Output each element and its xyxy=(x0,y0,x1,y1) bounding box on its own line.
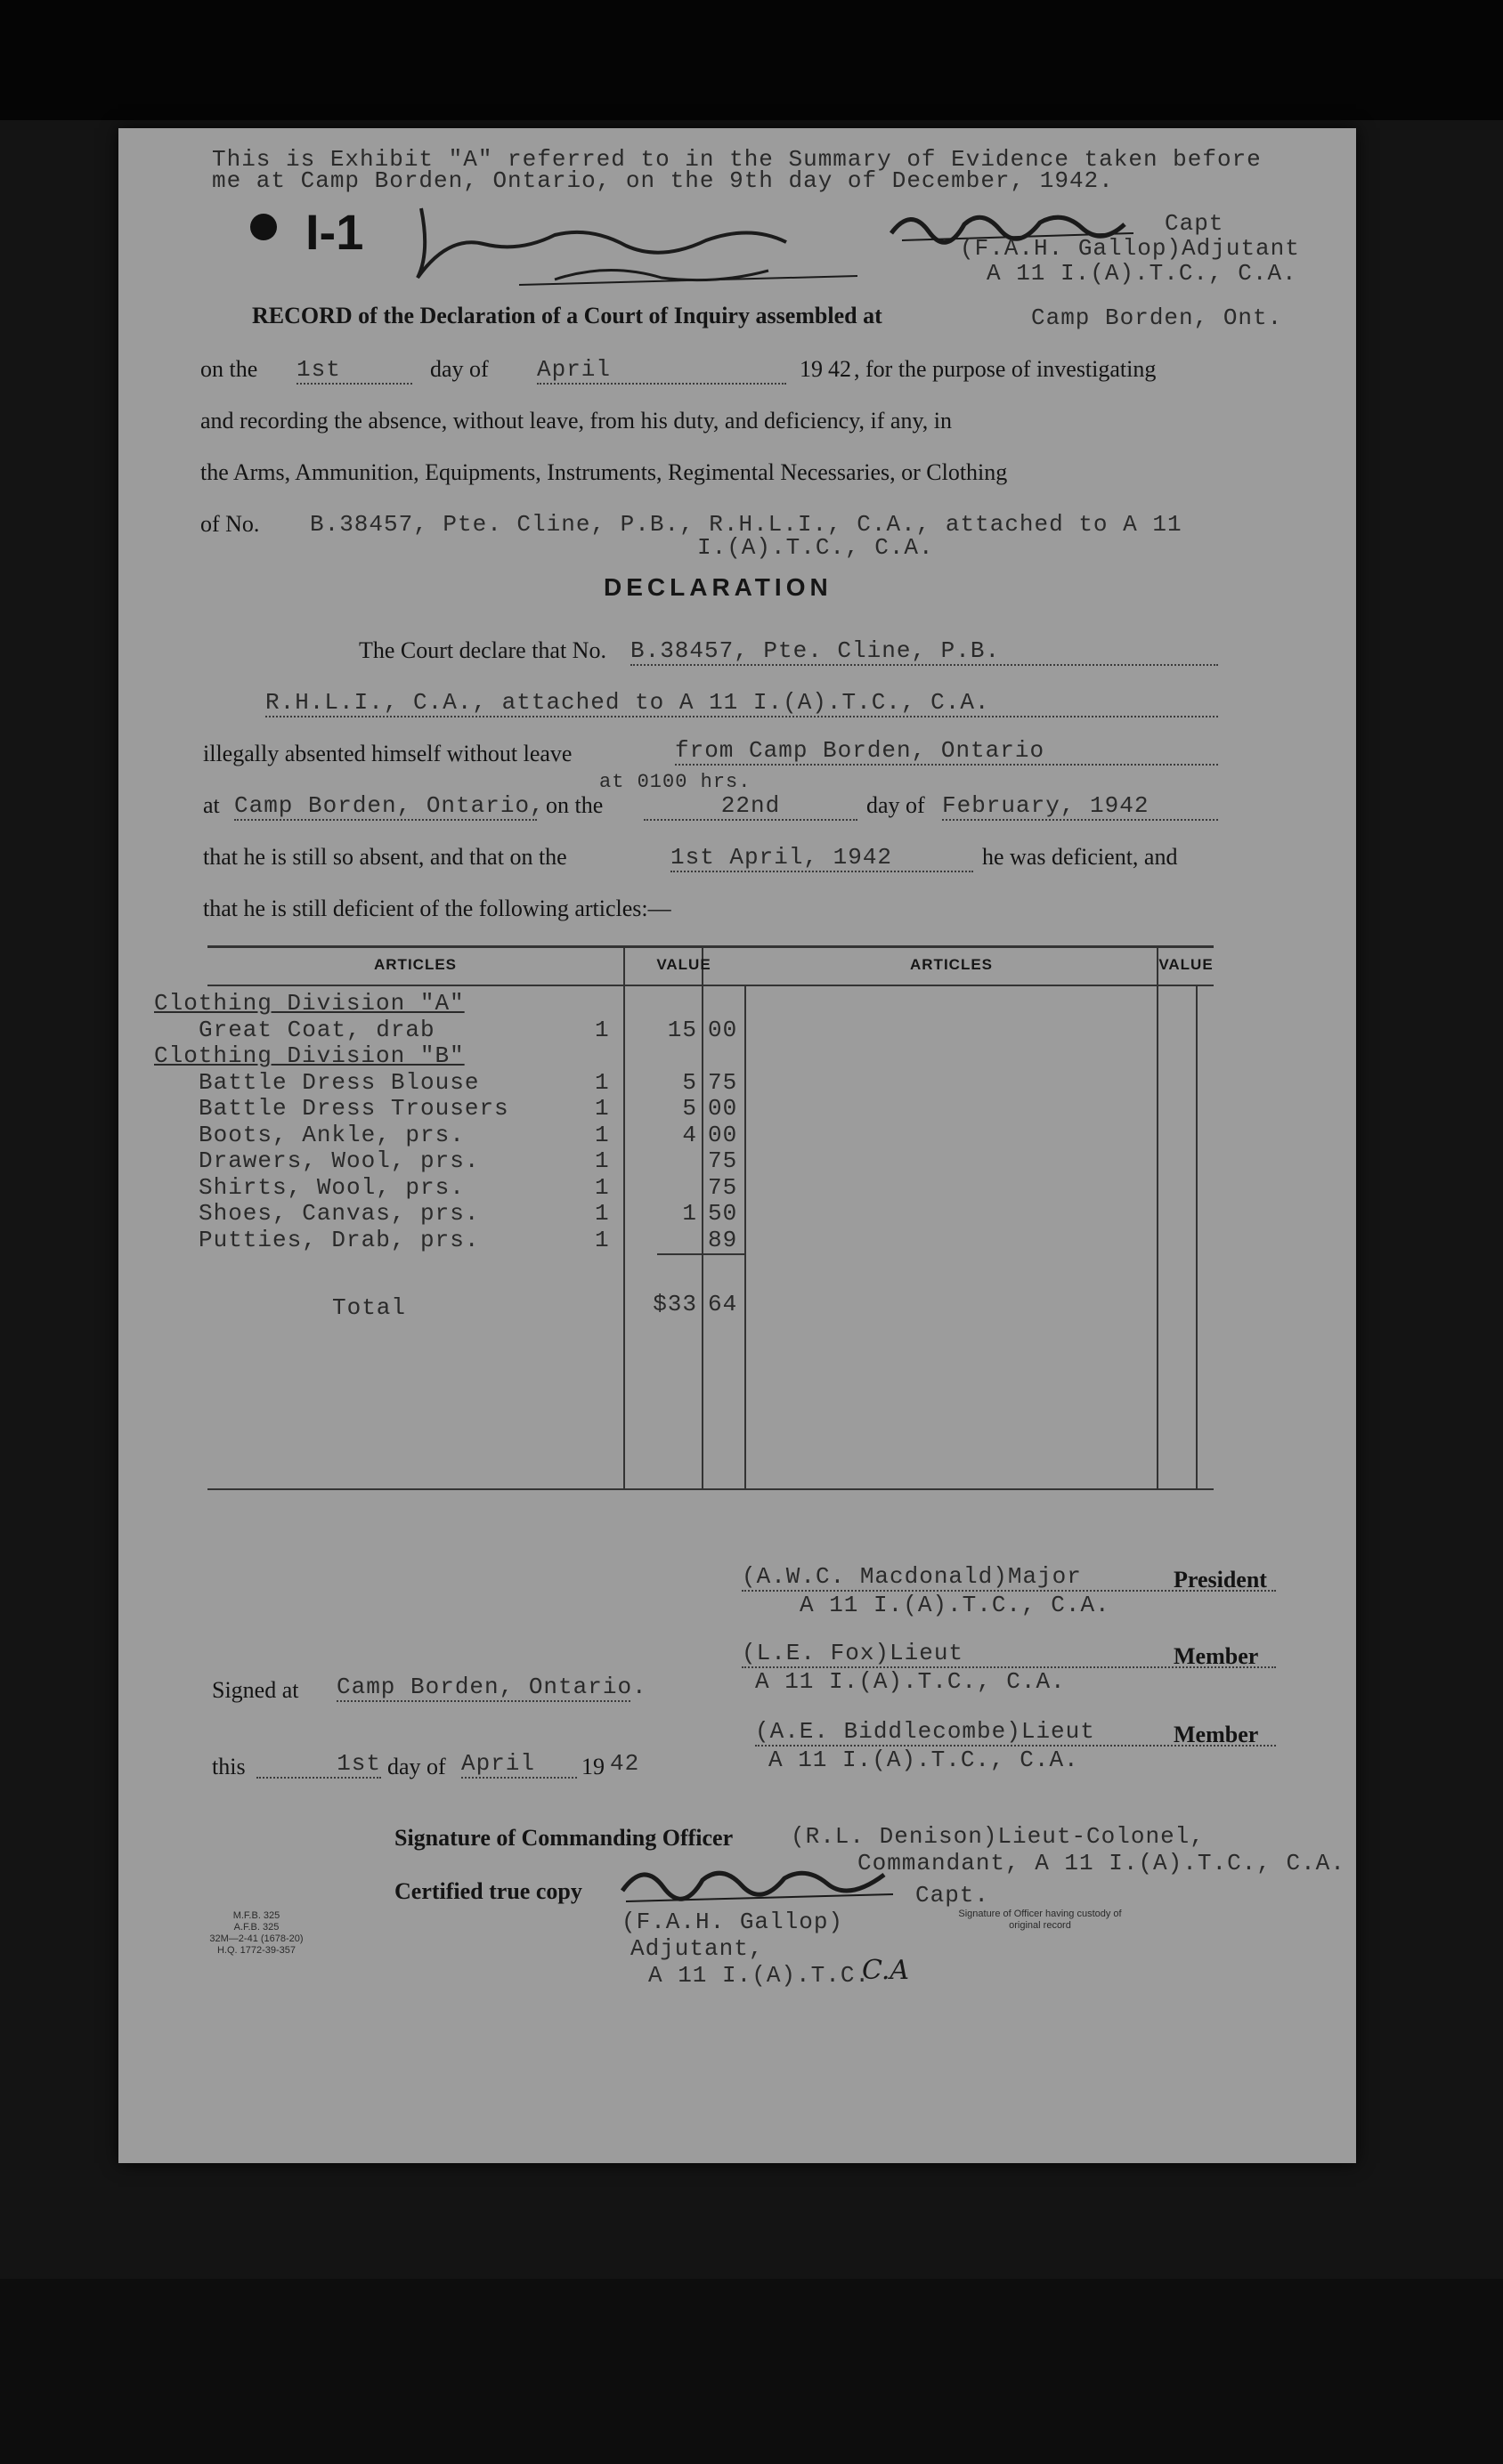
article-dollars: 15 xyxy=(667,1017,697,1043)
declaration-title: DECLARATION xyxy=(604,573,833,601)
articles-header-left: ARTICLES xyxy=(374,956,457,973)
articles-table xyxy=(154,945,1214,1490)
certifier-capt: Capt. xyxy=(915,1882,990,1909)
record-line-3: and recording the absence, without leave, from his duty, and deficiency, if any, in xyxy=(200,408,952,434)
division-heading: Clothing Division "B" xyxy=(154,1042,465,1069)
declaration-from-place: from Camp Borden, Ontario xyxy=(675,737,1218,766)
article-cents: 00 xyxy=(708,1095,738,1122)
certifier-signature-icon xyxy=(617,1855,911,1909)
division-heading: Clothing Division "A" xyxy=(154,990,465,1017)
article-dollars: 5 xyxy=(682,1069,697,1096)
record-location: Camp Borden, Ont. xyxy=(1031,304,1283,331)
article-dollars: 4 xyxy=(682,1122,697,1148)
article-qty: 1 xyxy=(595,1069,610,1096)
record-year-suffix: 42 xyxy=(828,356,851,382)
value-header-right: VALUE xyxy=(1158,956,1214,973)
declaration-was-deficient: he was deficient, and xyxy=(982,844,1178,870)
article-label: Shoes, Canvas, prs. xyxy=(199,1200,480,1227)
record-day-value: 1st xyxy=(297,356,412,385)
article-qty: 1 xyxy=(595,1017,610,1043)
exhibit-rank: Capt xyxy=(1165,210,1224,237)
declaration-soldier-b: R.H.L.I., C.A., attached to A 11 I.(A).T.C., C.A. xyxy=(265,689,1218,717)
president-name: (A.W.C. Macdonald)Major xyxy=(742,1563,1276,1592)
total-cents: 64 xyxy=(708,1291,738,1317)
custody-note-line-2: original record xyxy=(1009,1920,1071,1931)
declaration-date-day: 22nd xyxy=(644,792,857,821)
scan-dark-margin xyxy=(0,0,1503,120)
form-code-2: A.F.B. 325 xyxy=(233,1922,280,1933)
form-code-4: H.Q. 1772-39-357 xyxy=(216,1945,297,1956)
exhibit-line-2: me at Camp Borden, Ontario, on the 9th day of December, 1942. xyxy=(212,167,1114,194)
declaration-deficient-date: 1st April, 1942 xyxy=(670,844,973,872)
total-dollars: $33 xyxy=(653,1291,697,1317)
article-cents: 75 xyxy=(708,1174,738,1201)
this-month: April xyxy=(461,1750,577,1779)
president-role: President xyxy=(1174,1567,1267,1593)
exhibit-unit: A 11 I.(A).T.C., C.A. xyxy=(987,260,1297,287)
signed-place: Camp Borden, Ontario. xyxy=(337,1674,647,1700)
this-year-prefix: 19 xyxy=(581,1754,605,1779)
declaration-at-place: Camp Borden, Ontario, xyxy=(234,792,545,819)
article-label: Great Coat, drab xyxy=(199,1017,435,1043)
article-cents: 75 xyxy=(708,1069,738,1096)
record-day-of: day of xyxy=(430,356,489,382)
article-qty: 1 xyxy=(595,1122,610,1148)
member2-role: Member xyxy=(1174,1722,1259,1747)
declaration-date-month-year: February, 1942 xyxy=(942,792,1218,821)
article-label: Battle Dress Blouse xyxy=(199,1069,480,1096)
co-label: Signature of Commanding Officer xyxy=(394,1825,734,1851)
record-soldier-line-1: B.38457, Pte. Cline, P.B., R.H.L.I., C.A., attached to A 11 xyxy=(310,511,1182,538)
member1-unit: A 11 I.(A).T.C., C.A. xyxy=(755,1668,1066,1695)
record-on-the: on the xyxy=(200,356,258,382)
record-purpose: , for the purpose of investigating xyxy=(854,356,1157,382)
exhibit-line-1: This is Exhibit "A" referred to in the Summary of Evidence taken before xyxy=(212,146,1262,173)
article-label: Boots, Ankle, prs. xyxy=(199,1122,465,1148)
declaration-at: at xyxy=(203,792,220,818)
document-page xyxy=(118,128,1356,2163)
record-year-prefix: 19 xyxy=(800,356,823,382)
member2-unit: A 11 I.(A).T.C., C.A. xyxy=(768,1747,1079,1773)
article-qty: 1 xyxy=(595,1227,610,1253)
custody-note-line-1: Signature of Officer having custody of xyxy=(958,1909,1122,1919)
member2-name: (A.E. Biddlecombe)Lieut xyxy=(755,1718,1276,1747)
declaration-time: at 0100 hrs. xyxy=(599,771,752,793)
exhibit-name-title: (F.A.H. Gallop)Adjutant xyxy=(960,235,1300,262)
declaration-court-declare: The Court declare that No. xyxy=(359,637,606,663)
article-label: Battle Dress Trousers xyxy=(199,1095,509,1122)
declaration-soldier-a: B.38457, Pte. Cline, P.B. xyxy=(630,637,1218,666)
sum-rule xyxy=(657,1253,746,1255)
total-label: Total xyxy=(332,1294,407,1321)
co-title: Commandant, A 11 I.(A).T.C., C.A. xyxy=(857,1850,1345,1876)
record-line-1: RECORD of the Declaration of a Court of Inquiry assembled at xyxy=(252,303,882,328)
declaration-still-absent: that he is still so absent, and that on the xyxy=(203,844,567,870)
this-day: 1st xyxy=(256,1750,381,1779)
custody-note xyxy=(938,1909,1142,1932)
record-of-no: of No. xyxy=(200,511,260,537)
gallop-ca-handwritten: C.A xyxy=(862,1955,910,1986)
article-label: Drawers, Wool, prs. xyxy=(199,1147,480,1174)
this-year-suffix: 42 xyxy=(610,1750,640,1777)
article-cents: 50 xyxy=(708,1200,738,1227)
article-qty: 1 xyxy=(595,1095,610,1122)
article-label: Shirts, Wool, prs. xyxy=(199,1174,465,1201)
article-cents: 75 xyxy=(708,1147,738,1174)
declaration-still-deficient: that he is still deficient of the following articles:— xyxy=(203,896,671,921)
declaration-illegally: illegally absented himself without leave xyxy=(203,741,573,766)
co-name: (R.L. Denison)Lieut-Colonel, xyxy=(791,1823,1205,1850)
article-cents: 89 xyxy=(708,1227,738,1253)
this-day-of: day of xyxy=(387,1754,446,1779)
signed-at-label: Signed at xyxy=(212,1677,299,1703)
certified-label: Certified true copy xyxy=(394,1878,582,1904)
gallop-title: Adjutant, xyxy=(630,1935,764,1962)
declaration-day-of: day of xyxy=(866,792,925,818)
gallop-unit: A 11 I.(A).T.C. xyxy=(648,1962,871,1989)
article-qty: 1 xyxy=(595,1147,610,1174)
form-code-3: 32M—2-41 (1678-20) xyxy=(209,1933,304,1944)
form-codes xyxy=(207,1910,305,1957)
article-cents: 00 xyxy=(708,1017,738,1043)
article-qty: 1 xyxy=(595,1174,610,1201)
article-label: Putties, Drab, prs. xyxy=(199,1227,480,1253)
declaration-on-the: on the xyxy=(546,792,604,818)
member1-role: Member xyxy=(1174,1643,1259,1669)
record-month: April xyxy=(537,356,786,385)
member1-name: (L.E. Fox)Lieut xyxy=(742,1640,1276,1668)
article-dollars: 5 xyxy=(682,1095,697,1122)
record-soldier-line-2: I.(A).T.C., C.A. xyxy=(697,534,934,561)
form-code-1: M.F.B. 325 xyxy=(232,1910,280,1921)
article-cents: 00 xyxy=(708,1122,738,1148)
scan-dark-bottom xyxy=(0,2279,1503,2464)
article-dollars: 1 xyxy=(682,1200,697,1227)
handwritten-president-signature-icon xyxy=(412,199,911,288)
punch-hole-icon xyxy=(250,214,277,240)
article-qty: 1 xyxy=(595,1200,610,1227)
exhibit-stamp-mark: I-1 xyxy=(305,204,364,260)
president-unit: A 11 I.(A).T.C., C.A. xyxy=(800,1592,1110,1618)
this-label: this xyxy=(212,1754,246,1779)
value-header-left: VALUE xyxy=(656,956,711,973)
record-line-4: the Arms, Ammunition, Equipments, Instruments, Regimental Necessaries, or Clothing xyxy=(200,459,1008,485)
gallop-name: (F.A.H. Gallop) xyxy=(622,1909,844,1935)
articles-header-right: ARTICLES xyxy=(910,956,993,973)
